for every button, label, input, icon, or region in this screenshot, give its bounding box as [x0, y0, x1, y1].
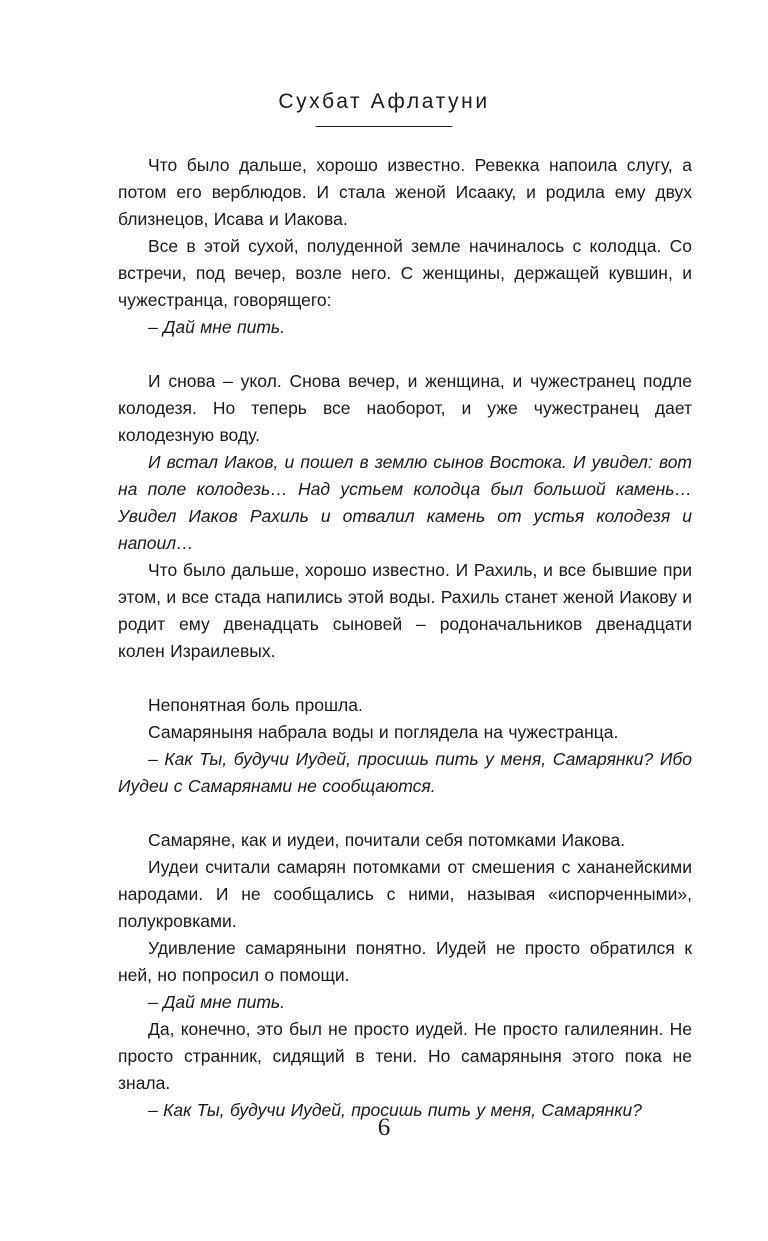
paragraph: Иудеи считали самарян потомками от смешения с хананейскими народами. И не сообщались с ними, называя «испорченными», полукровками.: [118, 857, 692, 931]
quote-paragraph: – Дай мне пить.: [148, 317, 285, 337]
paragraph: Удивление самаряныни понятно. Иудей не просто обратился к ней, но попросил о помощи.: [118, 938, 692, 985]
paragraph: Самаряне, как и иудеи, почитали себя потомками Иакова.: [148, 830, 626, 850]
quote-paragraph: – Как Ты, будучи Иудей, просишь пить у меня, Самарянки?: [148, 1100, 642, 1120]
section-break: [118, 341, 692, 368]
header-rule: [316, 126, 452, 127]
body-text: [118, 152, 692, 1124]
paragraph: Да, конечно, это был не просто иудей. Не просто галилеянин. Не просто странник, сидящий в тени. Но самаряныня этого пока не знала.: [118, 1019, 692, 1093]
quote-paragraph: – Дай мне пить.: [148, 992, 285, 1012]
paragraph: Непонятная боль прошла.: [148, 695, 363, 715]
paragraph: Что было дальше, хорошо известно. И Рахиль, и все бывшие при этом, и все стада напились этой воды. Рахиль станет женой Иакову и родит ему двенадцать сыновей – родоначальников двенадцати колен Израилевых.: [118, 560, 692, 661]
running-header: [0, 90, 768, 127]
section-break: [118, 665, 692, 692]
paragraph: Самаряныня набрала воды и поглядела на чужестранца.: [148, 722, 619, 742]
author-name: Сухбат Афлатуни: [278, 90, 490, 113]
page-number: 6: [377, 1114, 391, 1141]
quote-paragraph: И встал Иаков, и пошел в землю сынов Востока. И увидел: вот на поле колодезь… Над устьем колодца был большой камень… Увидел Иаков Рахиль и отвалил камень от устья колодезя и напоил…: [118, 452, 692, 553]
paragraph: Все в этой сухой, полуденной земле начиналось с колодца. Со встречи, под вечер, возле него. С женщины, держащей кувшин, и чужестранца, говорящего:: [118, 236, 692, 310]
section-break: [118, 800, 692, 827]
quote-paragraph: – Как Ты, будучи Иудей, просишь пить у меня, Самарянки? Ибо Иудеи с Самарянами не сообщаются.: [118, 749, 692, 796]
paragraph: И снова – укол. Снова вечер, и женщина, и чужестранец подле колодезя. Но теперь все наоборот, и уже чужестранец дает колодезную воду.: [118, 371, 692, 445]
paragraph: Что было дальше, хорошо известно. Ревекка напоила слугу, а потом его верблюдов. И стала женой Исааку, и родила ему двух близнецов, Исава и Иакова.: [118, 155, 692, 229]
